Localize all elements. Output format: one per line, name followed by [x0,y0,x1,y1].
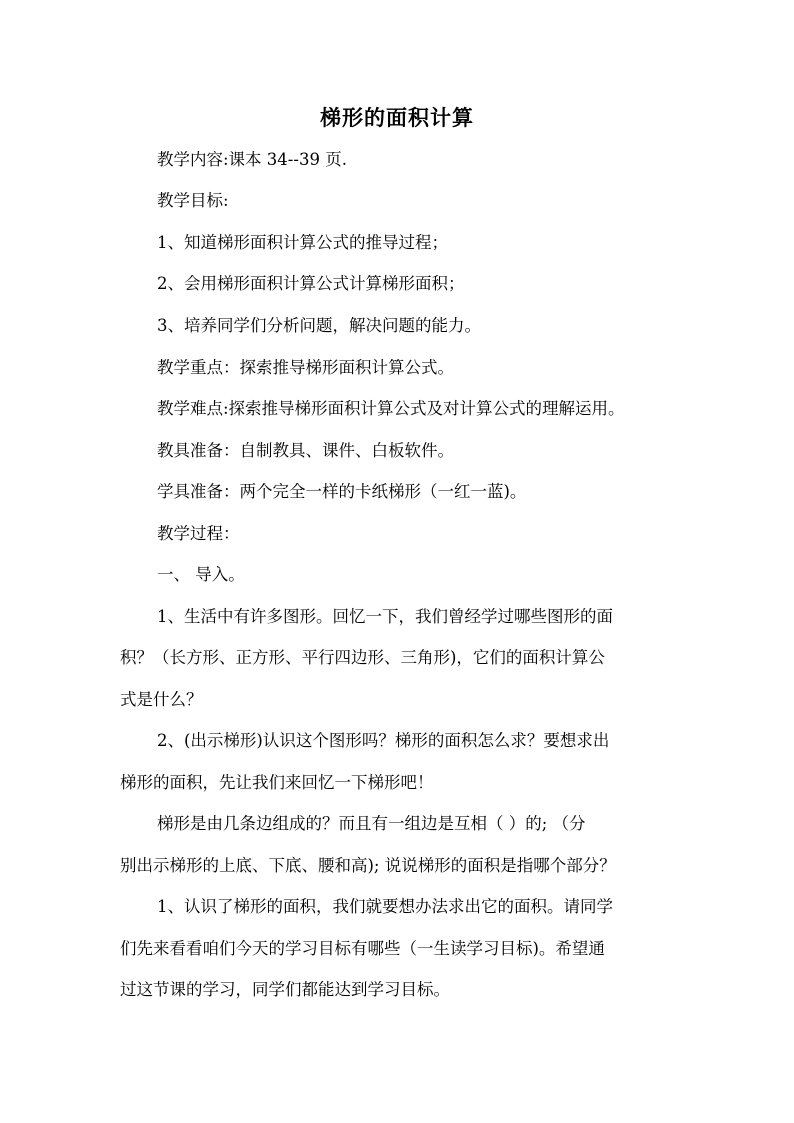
goal-item-3: 3、培养同学们分析问题，解决问题的能力。 [157,316,481,335]
goal-item-2: 2、会用梯形面积计算公式计算梯形面积； [157,274,465,293]
difficulty-line: 教学难点:探索推导梯形面积计算公式及对计算公式的理解运用。 [157,399,625,418]
section-intro-heading: 一、 导入。 [157,565,245,584]
paragraph-4-line-2: 们先来看看咱们今天的学习目标有哪些（一生读学习目标)。希望通 [120,939,605,958]
teaching-aids-line: 教具准备：自制教具、课件、白板软件。 [157,441,454,460]
page-title: 梯形的面积计算 [320,105,474,130]
paragraph-1-line-2: 积？（长方形、正方形、平行四边形、三角形)，它们的面积计算公 [120,648,605,667]
teaching-goals-heading: 教学目标: [157,191,229,210]
student-aids-line: 学具准备：两个完全一样的卡纸梯形（一红一蓝)。 [157,482,527,501]
paragraph-2-line-2: 梯形的面积，先让我们来回忆一下梯形吧！ [120,773,434,792]
paragraph-4-line-3: 过这节课的学习，同学们都能达到学习目标。 [120,980,450,999]
paragraph-1-line-3: 式是什么？ [120,690,203,709]
paragraph-3-line-2: 别出示梯形的上底、下底、腰和高); 说说梯形的面积是指哪个部分？ [120,856,616,875]
teaching-content-line: 教学内容:课本 34--39 页. [157,150,347,169]
process-heading: 教学过程： [157,524,240,543]
paragraph-3-line-1: 梯形是由几条边组成的？而且有一组边是互相（ ）的; （分 [157,814,586,833]
paragraph-1-line-1: 1、生活中有许多图形。回忆一下，我们曾经学过哪些图形的面 [157,607,613,626]
paragraph-2-line-1: 2、(出示梯形)认识这个图形吗？梯形的面积怎么求？要想求出 [157,731,610,750]
goal-item-1: 1、知道梯形面积计算公式的推导过程； [157,233,448,252]
paragraph-4-line-1: 1、认识了梯形的面积，我们就要想办法求出它的面积。请同学 [157,897,613,916]
key-point-line: 教学重点：探索推导梯形面积计算公式。 [157,358,454,377]
